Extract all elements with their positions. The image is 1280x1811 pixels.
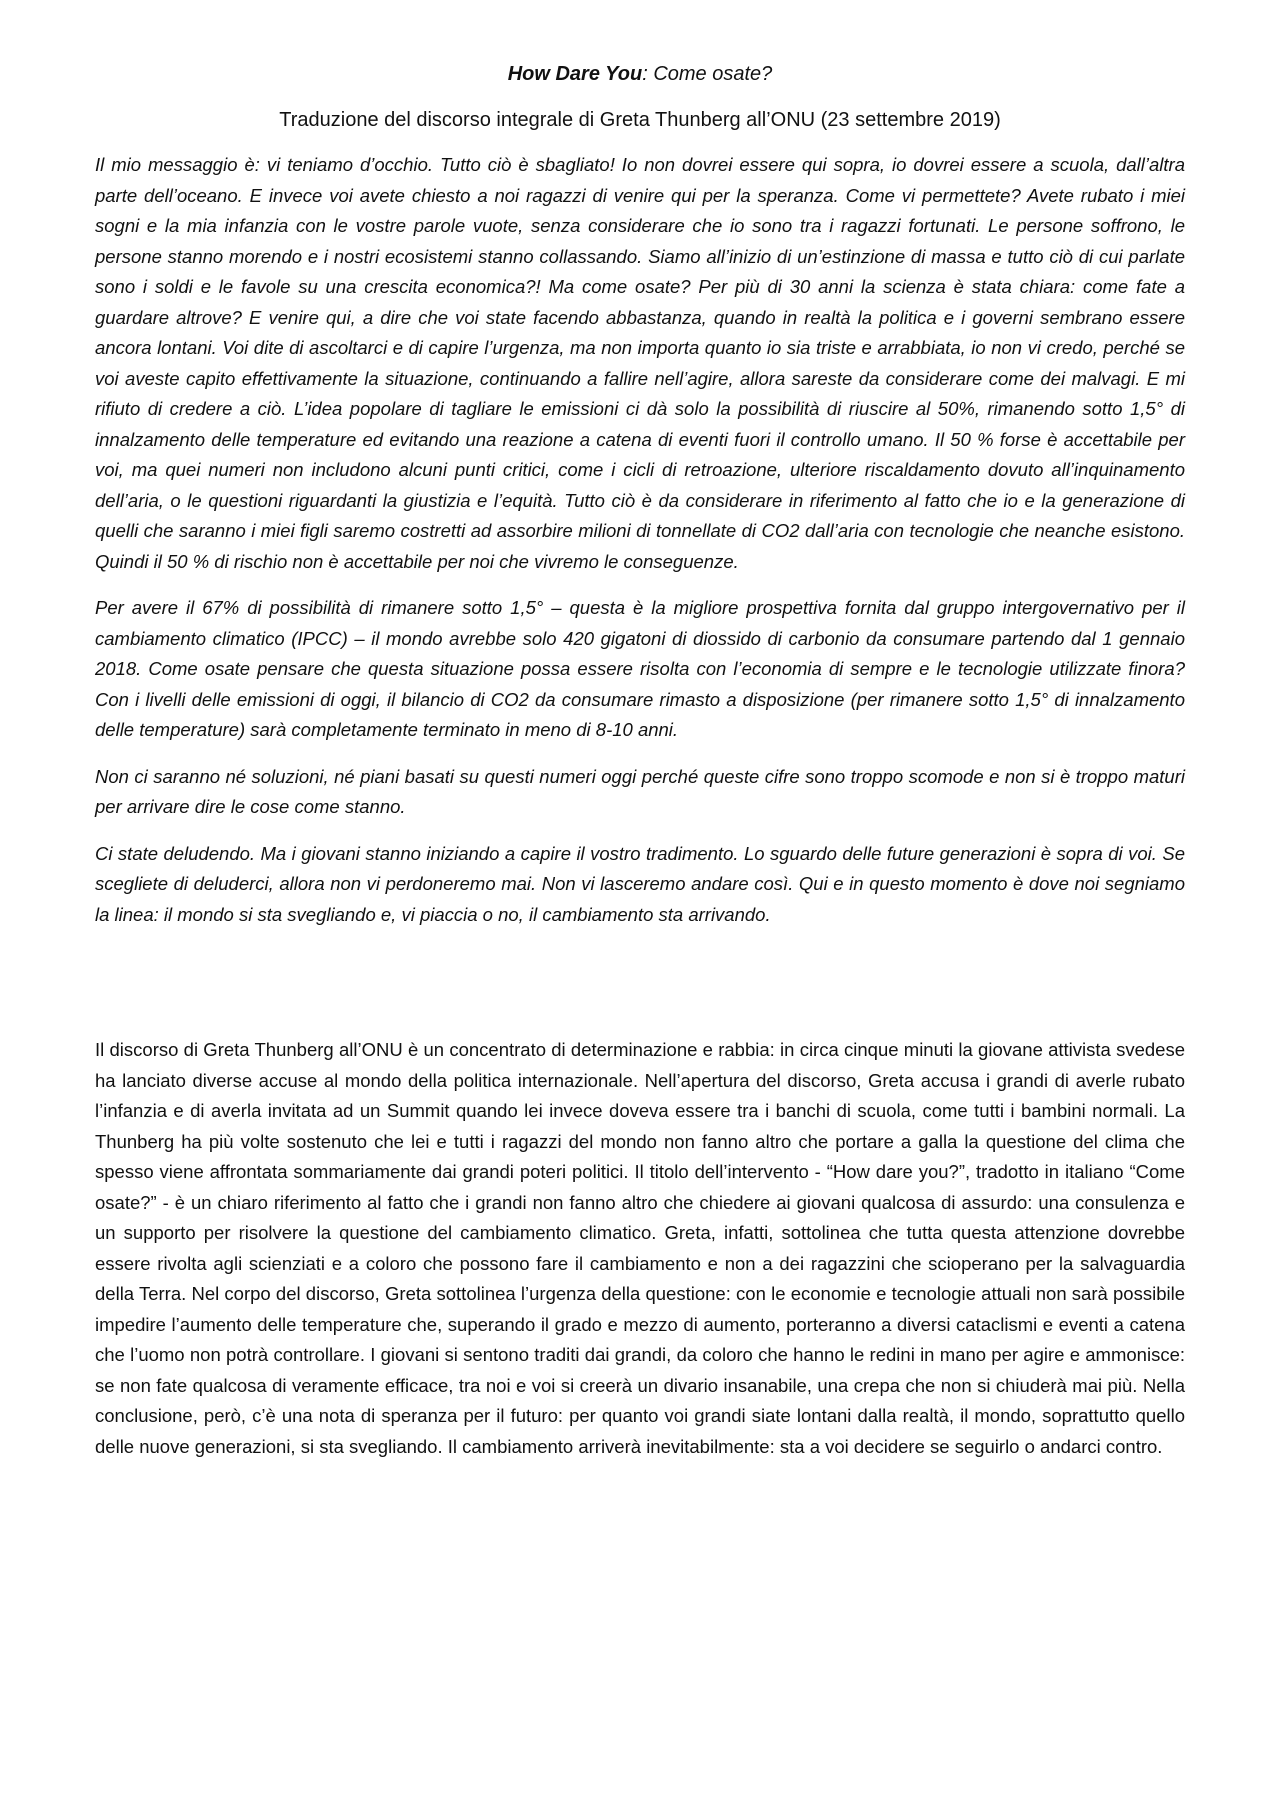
speech-paragraph: Non ci saranno né soluzioni, né piani basati su questi numeri oggi perché queste cifre sono troppo scomode e non si è troppo maturi per arrivare dire le cose come stanno. [95, 765, 1185, 817]
title-bold-part: How Dare You [507, 63, 643, 85]
speech-translation [95, 150, 1185, 946]
commentary-section [95, 1035, 1185, 1462]
document-title [0, 62, 1280, 86]
commentary-paragraph: Il discorso di Greta Thunberg all’ONU è un concentrato di determinazione e rabbia: in circa cinque minuti la giovane attivista svedese ha lanciato diverse accuse al mondo della politica internazionale. Nell’apertura del discorso, Greta accusa i grandi di averle rubato l’infanzia e di averla invitata ad un Summit quando lei invece doveva essere tra i banchi di scuola, come tutti i bambini normali. La Thunberg ha più volte sostenuto che lei e tutti i ragazzi del mondo non fanno altro che portare a galla la questione del clima che spesso viene affrontata sommariamente dai grandi poteri politici. Il titolo dell’intervento - “How dare you?”, tradotto in italiano “Come osate?” - è un chiaro riferimento al fatto che i grandi non fanno altro che chiedere ai giovani qualcosa di assurdo: una consulenza e un supporto per risolvere la questione del cambiamento climatico. Greta, infatti, sottolinea che tutta questa attenzione dovrebbe essere rivolta agli scienziati e a coloro che possono fare il cambiamento e non a dei ragazzini che scioperano per la salvaguardia della Terra. Nel corpo del discorso, Greta sottolinea l’urgenza della questione: con le economie e tecnologie attuali non sarà possibile impedire l’aumento delle temperature che, superando il grado e mezzo di aumento, porteranno a diversi cataclismi e eventi a catena che l’uomo non potrà controllare. I giovani si sentono traditi dai grandi, da coloro che hanno le redini in mano per agire e ammonisce: se non fate qualcosa di veramente efficace, tra noi e voi si creerà un divario insanabile, una crepa che non si chiuderà mai più. Nella conclusione, però, c’è una nota di speranza per il futuro: per quanto voi grandi siate lontani dalla realtà, il mondo, soprattutto quello delle nuove generazioni, si sta svegliando. Il cambiamento arriverà inevitabilmente: sta a voi decidere se seguirlo o andarci contro. [95, 1039, 1185, 1457]
document-subtitle: Traduzione del discorso integrale di Greta Thunberg all’ONU (23 settembre 2019) [279, 109, 1001, 131]
speech-paragraph: Per avere il 67% di possibilità di rimanere sotto 1,5° – questa è la migliore prospettiva fornita dal gruppo intergovernativo per il cambiamento climatico (IPCC) – il mondo avrebbe solo 420 gigatoni di diossido di carbonio da consumare partendo dal 1 gennaio 2018. Come osate pensare che questa situazione possa essere risolta con l’economia di sempre e le tecnologie utilizzate finora? Con i livelli delle emissioni di oggi, il bilancio di CO2 da consumare rimasto a disposizione (per rimanere sotto 1,5° di innalzamento delle temperature) sarà completamente terminato in meno di 8-10 anni. [95, 597, 1185, 740]
speech-paragraph: Ci state deludendo. Ma i giovani stanno iniziando a capire il vostro tradimento. Lo sguardo delle future generazioni è sopra di voi. Se scegliete di deluderci, allora non vi perdoneremo mai. Non vi lasceremo andare così. Qui e in questo momento è dove noi segniamo la linea: il mondo si sta svegliando e, vi piaccia o no, il cambiamento sta arrivando. [95, 842, 1185, 925]
title-rest-part: : Come osate? [642, 63, 773, 85]
speech-paragraph: Il mio messaggio è: vi teniamo d’occhio. Tutto ciò è sbagliato! Io non dovrei essere qui sopra, io dovrei essere a scuola, dall’altra parte dell’oceano. E invece voi avete chiesto a noi ragazzi di venire qui per la speranza. Come vi permettete? Avete rubato i miei sogni e la mia infanzia con le vostre parole vuote, senza considerare che io sono tra i ragazzi fortunati. Le persone soffrono, le persone stanno morendo e i nostri ecosistemi stanno collassando. Siamo all’inizio di un’estinzione di massa e tutto ciò di cui parlate sono i soldi e le favole su una crescita economica?! Ma come osate? Per più di 30 anni la scienza è stata chiara: come fate a guardare altrove? E venire qui, a dire che voi state facendo abbastanza, quando in realtà la politica e i governi sembrano essere ancora lontani. Voi dite di ascoltarci e di capire l’urgenza, ma non importa quanto io sia triste e arrabbiata, io non vi credo, perché se voi aveste capito effettivamente la situazione, continuando a fallire nell’agire, allora sareste da considerare come dei malvagi. E mi rifiuto di credere a ciò. L’idea popolare di tagliare le emissioni ci dà solo la possibilità di riuscire al 50%, rimanendo sotto 1,5° di innalzamento delle temperature ed evitando una reazione a catena di eventi fuori il controllo umano. Il 50 % forse è accettabile per voi, ma quei numeri non includono alcuni punti critici, come i cicli di retroazione, ulteriore riscaldamento dovuto all’inquinamento dell’aria, o le questioni riguardanti la giustizia e l’equità. Tutto ciò è da considerare in riferimento al fatto che io e la generazione di quelli che saranno i miei figli saremo costretti ad assorbire milioni di tonnellate di CO2 dall’aria con tecnologie che neanche esistono. Quindi il 50 % di rischio non è accettabile per noi che vivremo le conseguenze. [95, 154, 1185, 572]
